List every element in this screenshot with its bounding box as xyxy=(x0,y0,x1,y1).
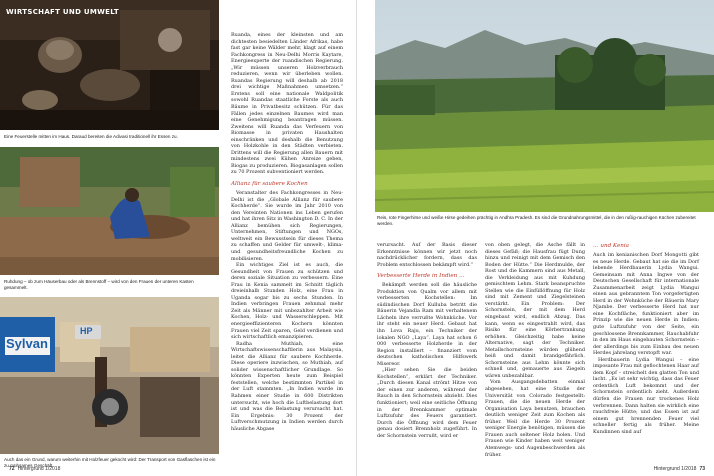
paragraph: Ruanda, eines der kleinsten und am dichtesten besiedelten Länder Afrikas, habe fast gar keine Wälder mehr, klagt auf einem Fachkongress in Neu-Delhi Morris Kaytare, Energieexperte der ruandischen Regierung. „Wir müssen unseren Holzverbrauch reduzieren, wenn wir überleben wollen. Ruandas Regierung will deshalb ab 2018 drei wichtige Maßnahmen umsetzen.“ Erstens soll eine nationale Waldpolitik sowohl Ruandas staatliche Forste als auch Bäume in Privatbesitz schützen. Für das Fällen jedes einzelnen Baumes wird man eine Genehmigung beantragen müssen. Zweitens will Ruanda das Verfeuern von Biomasse in privaten Haushalten einschränken und deshalb die Benutzung von Holzkohle in den Städten verbieten. Drittens will die Regierung allen Bauern mit mindestens zwei Kühen Anreize geben, Biogas zu produzieren. Biogasanlagen sollen zu 70 Prozent subventioniert werden. xyxy=(231,32,343,176)
left-folio xyxy=(6,466,60,472)
subheading-indien: Verbesserte Herde in Indien … xyxy=(377,273,465,280)
paragraph: Herdbauerin Lydia Wangui – eine imposante Frau mit geflochtenen Haar auf dem Kopf – streichelt den glatten Ton und lacht. „Es ist sehr wichtig, dass das Feuer ordentlich Luft bekommt und der Schornstein ordentlich zieht. Außerdem dürfen die Frauen nur trockenes Holz verbrennen. Dann halten sie wirklich eine rauchfreie Hütte; und das Essen ist auf einem gut brennenden Feuer viel schneller fertig als früher. Meine Kundinnen sind auf xyxy=(593,356,699,435)
right-text-column-3 xyxy=(593,242,699,435)
right-folio xyxy=(654,466,708,472)
paragraph: verursacht. Auf der Basis dieser Erkenntnisse können wir jetzt noch nachdrücklicher fordern, dass das Problem entschlossen bekämpft wird.“ xyxy=(377,242,477,268)
paragraph: Veranstalter des Fachkongresses in Neu-Delhi ist die „Globale Allianz für saubere Kochherde“. Sie wurde im Jahr 2010 von den Vereinten Nationen ins Leben gerufen und hat ihren Sitz in Washington D. C. In der Allianz bemühen sich Regierungen, Unternehmen, Stiftungen und NGOs, weltweit ein Bewusstsein für dieses Thema zu schaffen und Gelder für umwelt-, klima- und gesundheitsfreundliche Kochen zu mobilisieren. xyxy=(231,190,343,262)
woman-caption: Ruhdung – ob zum Häuserbau oder als Brennstoff – wird von den Frauen der unteren Kasten gesammelt. xyxy=(4,279,194,290)
left-text-column xyxy=(231,32,343,432)
paragraph: Radha Muthiah, eine Wirtschaftswissenschaftlerin aus Malaysia, leitet die Allianz für saubere Kochherde. Diese operiere inzwischen, so Muthiah, auf solider wissenschaftlicher Grundlage. So könnten Experten heute zum Beispiel feststellen, welche bestimmten Partikel in der Luft stammten. „In Indien wurde im Rahmen einer Studie in 600 Distrikten untersucht, wie hoch die Luftbelastung dort ist und was die Belastung verursacht hat. Ein Ergebnis: 30 Prozent der Luftverschmutzung in Indien werden durch häusliche Abgase xyxy=(231,340,343,432)
right-text-column-1 xyxy=(377,242,477,439)
paragraph: von oben gelegt, die Asche fällt in dieses Gefäß; die Hausfrau fügt Dung hinzu und reinigt mit dem Gemisch den Boden der Hütte.“ Die Herdmulde, der Rost und die Kammern sind aus Metall, die Verkleidung aus mit Kuhdung gemischtem Lehm. Stark beanspruchte Stellen wie die Einfüllöffnung für Holz sind mit Zement und Ziegelsteinen verstärkt. Ein Problem: Der Schornstein, der mit dem Herd eingebaut wird, endlich Abzug. Das kann, wenn es eingestrahlt wird, das Risiko für eine Körbertrankung erhöhen. Gleichzeitig habe keine Alternative, sagt der Techniker. Metallschornsteine würden glühend heiß und damit brandgefährlich. Schornsteine aus Lehm könnte sich schnell und, gemauerte aus Ziegeln wären unbezahlbar. xyxy=(485,242,585,379)
page-number-right: 73 xyxy=(699,466,705,472)
subheading-allianz: Allianz für saubere Kochen xyxy=(231,181,308,188)
street-photo xyxy=(0,297,219,454)
paragraph: „Hier sehen Sie die beiden Kochstellen“, erklärt der Techniker. „Durch diesen Kanal strömt Hitze von der einen zur anderen, während der Rauch in den Schornstein abzieht. Dies funktioniert; weil eine seitliche Öffnung in der Brennkammer optimale Luftzufuhr des Feuers garantiert. Durch die Öffnung wird dem Feuer genau dosiert Brennholz zugeführt. In der Schornstein verrußt, wird er xyxy=(377,367,477,439)
paragraph: Ein wichtiges Ziel ist es auch, die Gesundheit von Frauen zu schützen und deren soziale Situation zu verbessern. Eine Frau in Kenia sammelt im Schnitt täglich dreieinhalb Stunden Holz, eine Frau in Uganda sogar bis zu sechs Stunden. In Indien verbringen Frauen zehnmal mehr Zeit als Männer mit unbezahlter Arbeit wie Kochen, Holz- und Wasserschleppen. Mit energieeffizienteren Kochern könnten Frauen viel Zeit sparen, Geld verdienen und sich wirtschaftlich emanzipieren. xyxy=(231,262,343,341)
rice-caption: Reis, rote Fingerhirse und weiße Hirse gedeihen prächtig in Andhra Pradesh. Es sind die Grundnahrungsmittel, die in den rußig-rauchigen Küchen zubereitet werden. xyxy=(377,215,696,226)
kitchen-photo xyxy=(0,0,219,130)
woman-photo xyxy=(0,147,219,275)
paragraph: Auch im kenianischen Dorf Mongotti gibt es neue Herde. Gebaut hat sie die im Dorf lebende Herdbauerin Lydia Wangui. Gemeinsam mit Anna Ingwe von der Deutschen Gesellschaft für internationale Zusammenarbeit zeigt Lydia Wangui einen aus gebranntem Ton vorgefertigten Herd in der Wohnküche der Bäuerin Mary Njambe. Der verbesserte Herd hat nur eine Kochfläche, funktioniert aber im Prinzip wie die neuen Herde in Indien: gute Luftzufuhr von der Seite, ein geschlossene Brennkammer, Rauchabfuhr in den im Haus eingebauten Schornstein – der allerdings bis zum Einbau des neuen Herdes jahrelang verstopft war. xyxy=(593,252,699,357)
street-caption: Auch das ein Grund, warum weiterhin mit Holzfeuer gekocht wird: Der Transport von Gasflaschen ist ein zu mühsames Geschäft. xyxy=(4,457,216,468)
magazine-issue-right: Hintergrund 1/2018 xyxy=(653,466,697,472)
magazine-issue-left: Hintergrund 1/2018 xyxy=(17,466,61,472)
sylvan-sign: Sylvan xyxy=(6,336,48,351)
section-title: WIRTSCHAFT UND UMWELT xyxy=(6,8,119,16)
subheading-kenia: … und Kenia xyxy=(593,243,630,249)
right-text-column-2 xyxy=(485,242,585,458)
page-number-left: 72 xyxy=(9,466,15,472)
paragraph: Vom Ausgangsdebatten einmal abgesehen, hat eine Studie der Universität von Colorado festgestellt: Frauen, die die neuen Herde der Organisation Laya benutzen, brauchen deutlich weniger Zeit zum Kochen als früher. Weil die Herde 30 Prozent weniger Energie benötigen, müssen die Frauen auch seltener Holz holen. Und Frauen wie Kinder haben weit weniger Atemwegs- und Augenbeschwerden als früher. xyxy=(485,379,585,458)
right-page xyxy=(357,0,714,476)
hp-sign: HP xyxy=(80,326,93,336)
paragraph: Bekämpft werden soll die häusliche Produktion von Qualm vor allem mit verbesserten Kochstellen: Im südindischen Dorf Kulluba betritt die Bäuerin Vejandla Ram mit verhaltenem Lächeln ihre verrußte Wohnküche. Vor ihr steht ein neuer Herd. Gebaut hat ihn Lova Raju, ein Techniker der lokalen NGO „Laya“. Laya hat schon 6 000 verbesserte Holzherde in der Region installiert – finanziert vom deutschen katholischen Hilfswerk Misereor. xyxy=(377,282,477,367)
rice-field-photo xyxy=(375,0,714,212)
kitchen-caption: Eine Feuerstelle mitten im Haus. Daraud bereiten die Adivasi traditionell ihr Essen zu. xyxy=(4,134,178,139)
